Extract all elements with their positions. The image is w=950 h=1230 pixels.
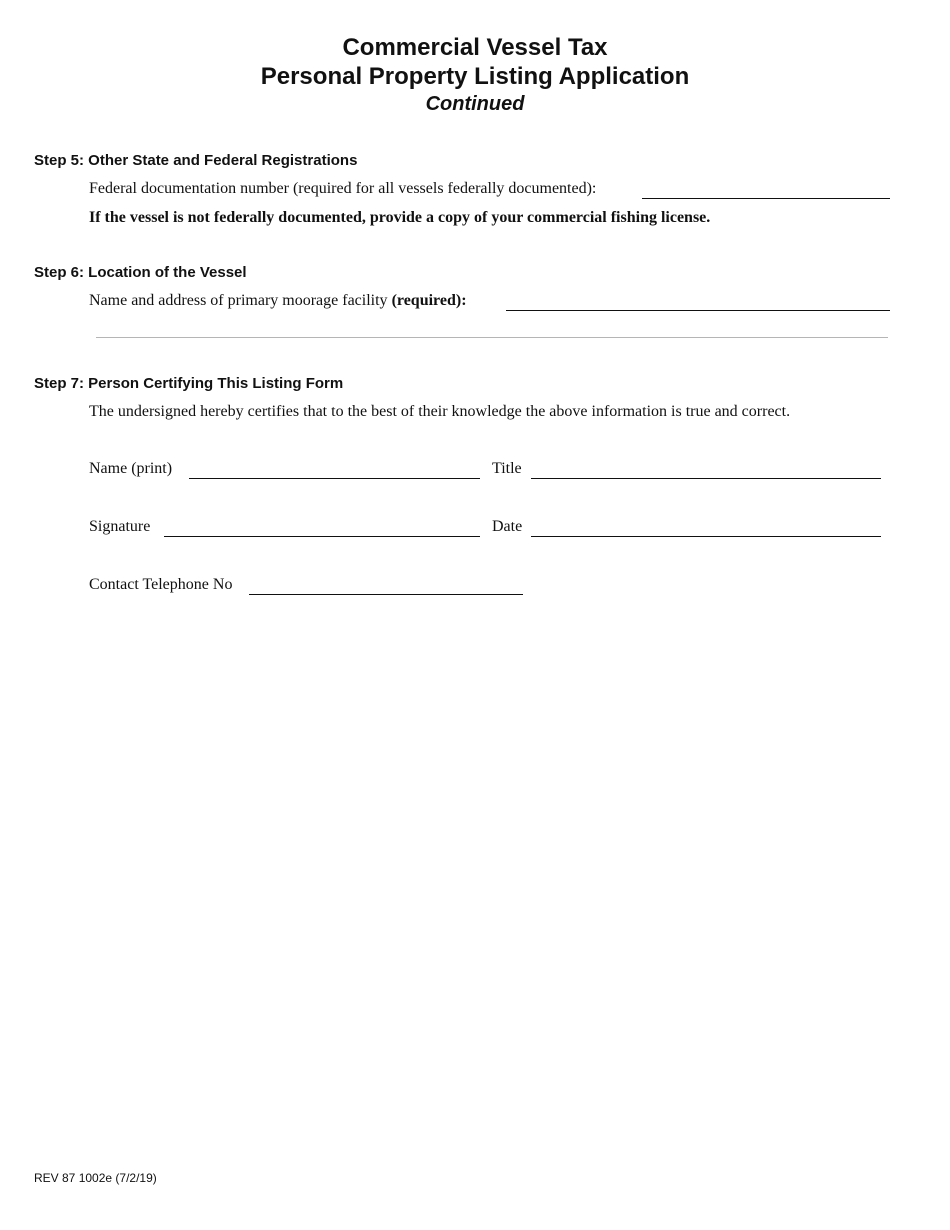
moorage-label-wrapper [89, 292, 467, 310]
form-number: REV 87 1002e (7/2/19) [34, 1171, 157, 1185]
date-field[interactable] [531, 536, 881, 537]
moorage-label: Name and address of primary moorage facility [89, 292, 388, 309]
name-print-label: Name (print) [89, 460, 173, 477]
step5-title: Step 5: Other State and Federal Registrations [34, 152, 358, 169]
title-label: Title [492, 460, 522, 477]
form-continued-label: Continued [425, 93, 525, 115]
form-subtitle: Personal Property Listing Application [260, 63, 690, 90]
form-header [0, 33, 950, 117]
date-label: Date [492, 518, 523, 535]
name-print-field[interactable] [189, 478, 480, 479]
moorage-facility-field[interactable] [506, 310, 890, 311]
contact-telephone-label: Contact Telephone No [89, 576, 233, 593]
federal-doc-label: Federal documentation number (required for all vessels federally documented): [89, 180, 597, 197]
moorage-facility-field-line2[interactable] [96, 337, 888, 338]
step7-title: Step 7: Person Certifying This Listing Form [34, 375, 344, 392]
title-field[interactable] [531, 478, 881, 479]
signature-label: Signature [89, 518, 151, 535]
contact-telephone-field[interactable] [249, 594, 523, 595]
form-title: Commercial Vessel Tax [342, 34, 608, 61]
step6-title: Step 6: Location of the Vessel [34, 264, 247, 281]
certification-statement: The undersigned hereby certifies that to the best of their knowledge the above information is true and correct. [89, 403, 791, 420]
signature-field[interactable] [164, 536, 480, 537]
moorage-required-label: (required): [391, 292, 467, 309]
federal-doc-number-field[interactable] [642, 198, 890, 199]
fishing-license-note: If the vessel is not federally documented, provide a copy of your commercial fishing license. [89, 209, 711, 226]
